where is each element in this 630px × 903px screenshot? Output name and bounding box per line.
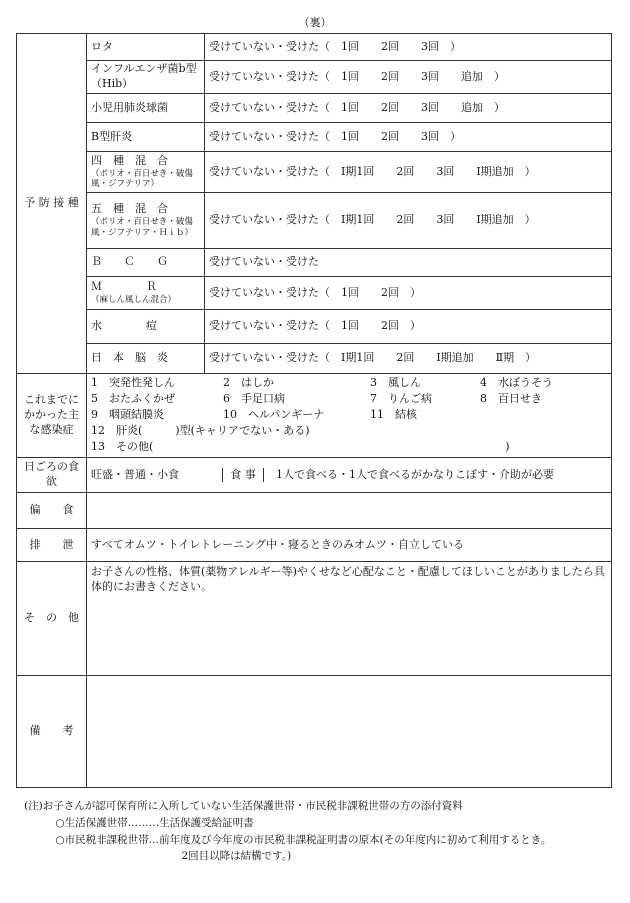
vaccine-name-mr bbox=[87, 277, 205, 310]
infection-item[interactable]: 1 突発性発しん bbox=[91, 376, 175, 390]
infection-item[interactable]: 3 風しん bbox=[370, 376, 421, 390]
vaccine-status-dpt-ipv-hib[interactable]: 受けていない・受けた（ Ⅰ期1回 2回 3回 Ⅰ期追加 ） bbox=[205, 193, 612, 249]
infection-item[interactable]: 5 おたふくかぜ bbox=[91, 392, 175, 406]
note-line: ○生活保護世帯………生活保護受給証明書 bbox=[24, 816, 254, 829]
vaccine-name-dpt-ipv-main: 四 種 混 合 bbox=[91, 153, 168, 167]
vaccine-name-dpt-ipv-sub: （ポリオ・百日せき・破傷風・ジフテリア） bbox=[91, 168, 193, 190]
infection-item[interactable]: 7 りんご病 bbox=[370, 392, 432, 406]
infection-item-hepatitis[interactable]: 12 肝炎( )型(キャリアでない・ある) bbox=[91, 423, 310, 437]
excretion-options[interactable]: すべてオムツ・トイレトレーニング中・寝るときのみオムツ・自立している bbox=[87, 529, 612, 562]
vaccine-name-hib: インフルエンザ菌b型（Hib） bbox=[87, 61, 205, 94]
child-info-form bbox=[16, 33, 612, 788]
vaccine-status-mr[interactable]: 受けていない・受けた（ 1回 2回 ） bbox=[205, 277, 612, 310]
vaccine-status-rota[interactable]: 受けていない・受けた（ 1回 2回 3回 ） bbox=[205, 34, 612, 61]
appetite-label: 日ごろの食欲 bbox=[17, 458, 87, 493]
picky-eating-field[interactable] bbox=[87, 493, 612, 529]
note-line: 2回目以降は結構です。) bbox=[24, 850, 292, 863]
other-label: そ の 他 bbox=[17, 562, 87, 676]
vaccine-name-dpt-ipv bbox=[87, 152, 205, 193]
infection-item[interactable]: 6 手足口病 bbox=[223, 392, 285, 406]
vaccine-name-mr-sub: （麻しん風しん混合） bbox=[91, 295, 177, 306]
vaccine-name-bcg: Ｂ Ｃ Ｇ bbox=[87, 249, 205, 277]
infections-list bbox=[87, 374, 612, 458]
vaccine-name-dpt-ipv-hib-sub: （ポリオ・百日せき・破傷風・ジフテリア・Ｈｉｂ） bbox=[91, 217, 194, 238]
picky-eating-label: 偏 食 bbox=[17, 493, 87, 529]
meal-options[interactable]: 1人で食べる・1人で食べるがかなりこぼす・介助が必要 bbox=[276, 467, 554, 481]
vaccination-label: 予 防 接 種 bbox=[17, 34, 87, 374]
infection-item[interactable]: 2 はしか bbox=[223, 376, 274, 390]
infection-item[interactable]: 4 水ぼうそう bbox=[480, 376, 553, 390]
vaccine-name-hepatitis-b: B型肝炎 bbox=[87, 123, 205, 152]
infection-item[interactable]: 10 ヘルパンギーナ bbox=[223, 408, 325, 422]
vaccine-status-japanese-encephalitis[interactable]: 受けていない・受けた（ Ⅰ期1回 2回 Ⅰ期追加 Ⅱ期 ） bbox=[205, 344, 612, 374]
other-field[interactable] bbox=[87, 562, 612, 676]
meal-label: 食 事 bbox=[223, 468, 264, 483]
remarks-field[interactable] bbox=[87, 676, 612, 788]
vaccine-name-japanese-encephalitis: 日 本 脳 炎 bbox=[87, 344, 205, 374]
vaccine-name-mr-main: Ｍ Ｒ bbox=[91, 280, 157, 294]
vaccine-name-dpt-ipv-hib bbox=[87, 193, 205, 249]
vaccine-status-hepatitis-b[interactable]: 受けていない・受けた（ 1回 2回 3回 ） bbox=[205, 123, 612, 152]
vaccine-name-varicella: 水 痘 bbox=[87, 310, 205, 344]
infection-item[interactable]: 8 百日せき bbox=[480, 392, 542, 406]
other-instruction: お子さんの性格、体質(薬物アレルギー等)やくせなど心配なこと・配慮してほしいことがありましたら具体的にお書きください。 bbox=[91, 565, 605, 593]
vaccine-status-dpt-ipv[interactable]: 受けていない・受けた（ Ⅰ期1回 2回 3回 Ⅰ期追加 ） bbox=[205, 152, 612, 193]
vaccine-name-dpt-ipv-hib-main: 五 種 混 合 bbox=[91, 202, 168, 216]
note-line: (注)お子さんが認可保育所に入所していない生活保護世帯・市民税非課税世帯の方の添付資料 bbox=[24, 800, 463, 812]
attachment-notes bbox=[24, 798, 614, 865]
infections-label: これまでにかかった主な感染症 bbox=[17, 374, 87, 458]
vaccine-name-rota: ロタ bbox=[87, 34, 205, 61]
remarks-label: 備 考 bbox=[17, 676, 87, 788]
infection-item[interactable]: 9 咽頭結膜炎 bbox=[91, 408, 164, 422]
excretion-label: 排 泄 bbox=[17, 529, 87, 562]
vaccine-status-bcg[interactable]: 受けていない・受けた bbox=[205, 249, 612, 277]
infection-item-other[interactable]: 13 その他( ) bbox=[91, 439, 510, 453]
infection-item[interactable]: 11 結核 bbox=[370, 408, 417, 422]
appetite-options[interactable]: 旺盛・普通・小食 bbox=[87, 468, 223, 483]
note-line: ○市民税非課税世帯…前年度及び今年度の市民税非課税証明書の原本(その年度内に初めて利用するとき。 bbox=[24, 833, 552, 846]
vaccine-name-pneumococcal: 小児用肺炎球菌 bbox=[87, 94, 205, 123]
page-title: （裏） bbox=[298, 16, 332, 29]
vaccine-status-varicella[interactable]: 受けていない・受けた（ 1回 2回 ） bbox=[205, 310, 612, 344]
vaccine-status-hib[interactable]: 受けていない・受けた（ 1回 2回 3回 追加 ） bbox=[205, 61, 612, 94]
vaccine-status-pneumococcal[interactable]: 受けていない・受けた（ 1回 2回 3回 追加 ） bbox=[205, 94, 612, 123]
